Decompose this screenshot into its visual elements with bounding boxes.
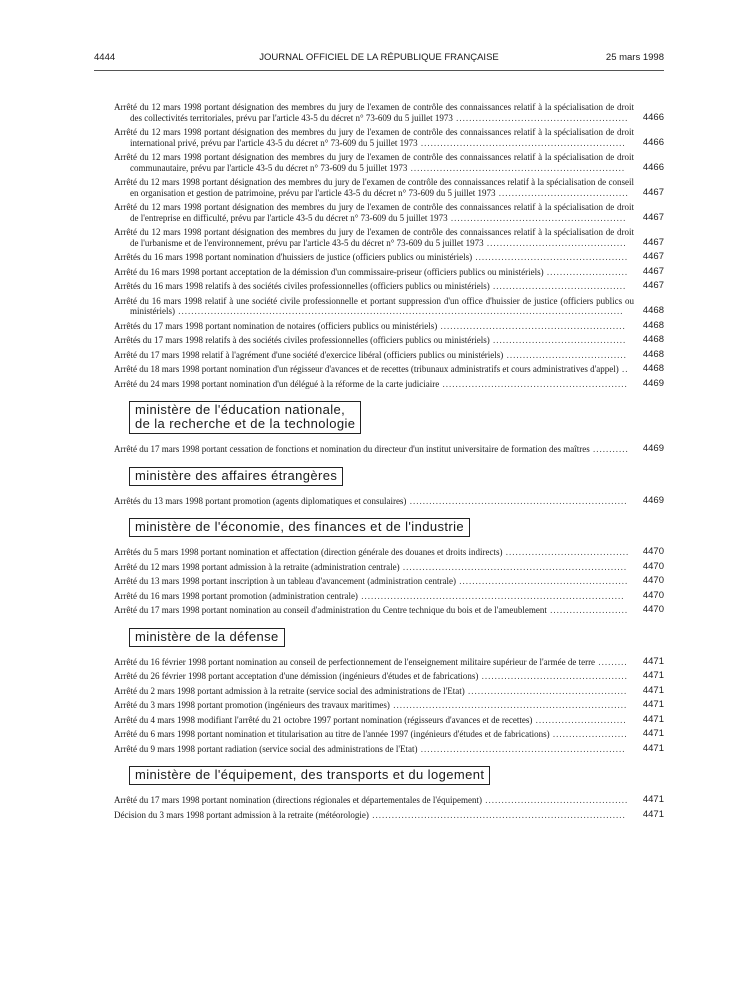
toc-entry-page: 4471 (642, 670, 664, 681)
toc-entry-page: 4467 (642, 280, 664, 291)
toc-entry-text: Arrêté du 12 mars 1998 portant désignation des membres du jury de l'examen de contrôle des connaissances relatif à la spécialisation de conseil en organisation et gestion de patrimoine, prévu par l'article 43-5 du décret n° 73-609 du 5 juillet 1973 (114, 177, 634, 198)
toc-entry[interactable] (94, 671, 664, 682)
toc-entry-text: Arrêtés du 17 mars 1998 portant nomination de notaires (officiers publics ou ministériels) (114, 320, 438, 331)
dot-leader: ......... (595, 656, 628, 667)
toc-entry[interactable] (94, 715, 664, 726)
ministry-section (94, 467, 664, 507)
toc-entry-page: 4467 (642, 251, 664, 262)
ministry-heading-line: ministère de la défense (135, 628, 279, 644)
ministry-heading-line: ministère de l'éducation nationale, (135, 402, 346, 417)
ministry-heading-line: de la recherche et de la technologie (135, 416, 356, 431)
toc-entry-text: Arrêté du 12 mars 1998 portant désignation des membres du jury de l'examen de contrôle des connaissances relatif à la spécialisation de droit international privé, prévu par l'article 43-5 du décret n° 73-609 du 5 juillet 1973 (114, 127, 634, 148)
toc-entry-page: 4471 (642, 728, 664, 739)
toc-entry-text: Arrêté du 16 mars 1998 portant acceptation de la démission d'un commissaire-priseur (officiers publics ou ministériels) (114, 266, 544, 277)
toc-entry[interactable] (94, 810, 664, 821)
toc-entry-page: 4469 (642, 494, 664, 506)
toc-entry[interactable] (94, 744, 664, 755)
ministry-heading (129, 766, 490, 785)
dot-leader: ............................................... (472, 252, 629, 262)
dot-leader: ..................................................... (452, 112, 629, 123)
toc-entry-page: 4467 (642, 265, 664, 277)
toc-entry-page: 4467 (642, 211, 664, 223)
dot-leader: ........... (589, 444, 629, 454)
toc-entry[interactable] (94, 321, 664, 332)
toc-entry-text: Arrêté du 12 mars 1998 portant désignation des membres du jury de l'examen de contrôle des connaissances relatif à la spécialisation de droit des collectivités territoriales, prévu par l'article 43-5 du décret n° 73-609 du 5 juillet 1973 (114, 102, 634, 123)
dot-leader: ......................................................................................................................................... (175, 306, 624, 316)
table-of-contents (94, 102, 664, 824)
ministry-heading (129, 467, 343, 486)
toc-entry-text: Arrêté du 17 mars 1998 portant nomination (directions régionales et départementales de l'équipement) (114, 795, 483, 805)
toc-entry[interactable] (94, 795, 664, 806)
toc-entry[interactable] (94, 335, 664, 346)
dot-leader: ........................ (546, 605, 629, 615)
toc-entry-page: 4466 (642, 136, 664, 148)
dot-leader: ............................ (532, 714, 627, 725)
toc-entry[interactable] (94, 562, 664, 573)
toc-entry-text: Arrêté du 17 mars 1998 relatif à l'agrément d'une société d'exercice libéral (officiers publics ou ministériels) (114, 349, 504, 360)
page-number: 4444 (94, 52, 116, 63)
toc-entry-text: Décision du 3 mars 1998 portant admission à la retraite (météorologie) (114, 809, 369, 820)
toc-entry-page: 4470 (642, 604, 664, 615)
dot-leader: ............................................................... (417, 137, 626, 148)
toc-entry-page: 4468 (642, 363, 664, 374)
toc-entry-text: Arrêté du 16 mars 1998 portant promotion (administration centrale) (114, 590, 358, 601)
dot-leader: ...................................................... (447, 212, 627, 223)
toc-entry-text: Arrêté du 12 mars 1998 portant désignation des membres du jury de l'examen de contrôle des connaissances relatif à la spécialisation de droit de l'urbanisme et de l'environnement, prévu par l'article 43-5 du décret n° 73-609 du 5 juillet 1973 (114, 227, 634, 248)
issue-date: 25 mars 1998 (605, 52, 664, 63)
toc-entry[interactable] (94, 379, 664, 390)
toc-entry-text: Arrêté du 12 mars 1998 portant désignation des membres du jury de l'examen de contrôle des connaissances relatif à la spécialisation de droit de l'entreprise en difficulté, prévu par l'article 43-5 du décret n° 73-609 du 5 juillet 1973 (114, 202, 634, 223)
toc-entry-text: Arrêtés du 5 mars 1998 portant nomination et affectation (direction générale des douanes et droits indirects) (114, 547, 503, 557)
ministry-section (94, 518, 664, 616)
header-rule (94, 70, 664, 71)
toc-entry-page: 4471 (642, 655, 664, 667)
toc-entry[interactable] (94, 686, 664, 697)
toc-entry-page: 4466 (642, 111, 664, 123)
journal-title: JOURNAL OFFICIEL DE LA RÉPUBLIQUE FRANÇAISE (259, 52, 499, 63)
toc-entry-text: Arrêté du 12 mars 1998 portant désignation des membres du jury de l'examen de contrôle des connaissances relatif à la spécialisation de droit communautaire, prévu par l'article 43-5 du décret n° 73-609 du 5 juillet 1973 (114, 152, 634, 173)
dot-leader: ................................................................................. (357, 590, 625, 601)
toc-entry-page: 4471 (642, 699, 664, 710)
dot-leader: ............................................. (478, 671, 628, 681)
dot-leader: ...................................... (502, 547, 630, 557)
dot-leader: ......................................................... (437, 320, 626, 331)
toc-entry-text: Arrêté du 18 mars 1998 portant nomination d'un régisseur d'avances et de recettes (tribunaux administratifs et cours administratives d'appel) (114, 364, 619, 374)
dot-leader: ......................................... (489, 335, 627, 345)
dot-leader: ..................................................................... (399, 561, 628, 572)
ministry-section (94, 766, 664, 820)
ministry-heading (129, 518, 470, 537)
toc-entry-text: Arrêté du 6 mars 1998 portant nomination et titularisation au titre de l'année 1997 (ingénieurs d'études et de fabrications) (114, 729, 550, 739)
dot-leader: .................................................................. (407, 162, 626, 173)
toc-entry[interactable] (94, 177, 664, 198)
page-header (94, 52, 664, 64)
toc-entry[interactable] (94, 364, 664, 375)
dot-leader: ........................................ (495, 187, 629, 198)
toc-entry-page: 4469 (642, 377, 664, 389)
dot-leader: ......................... (543, 266, 629, 277)
toc-entry[interactable] (94, 252, 664, 263)
toc-entry-page: 4469 (642, 443, 664, 454)
toc-entry-page: 4470 (642, 575, 664, 586)
toc-entry-page: 4471 (642, 713, 664, 725)
toc-entry-page: 4470 (642, 560, 664, 572)
toc-entry-text: Arrêté du 17 mars 1998 portant cessation de fonctions et nomination du directeur d'un institut universitaire de formation des maîtres (114, 444, 590, 454)
toc-entry-text: Arrêté du 12 mars 1998 portant admission à la retraite (administration centrale) (114, 561, 400, 572)
ministry-heading (129, 628, 285, 647)
toc-entry-text: Arrêté du 13 mars 1998 portant inscription à un tableau d'avancement (administration centrale) (114, 576, 457, 586)
toc-entry-text: Arrêté du 26 février 1998 portant acceptation d'une démission (ingénieurs d'études et de fabrications) (114, 671, 479, 681)
dot-leader: ......................................................... (439, 378, 628, 389)
dot-leader: ........................................... (483, 237, 627, 248)
toc-entry-text: Arrêté du 16 février 1998 portant nomination au conseil de perfectionnement de l'enseignement militaire supérieur de l'armée de terre (114, 656, 596, 667)
toc-entry-text: Arrêtés du 16 mars 1998 portant nomination d'huissiers de justice (officiers publics ou ministériels) (114, 252, 473, 262)
toc-entry[interactable] (94, 267, 664, 278)
toc-entry-page: 4467 (642, 236, 664, 248)
dot-leader: ................................................. (464, 685, 628, 696)
toc-entry-text: Arrêté du 2 mars 1998 portant admission à la retraite (service social des administrations de l'Etat) (114, 685, 465, 696)
toc-entry-page: 4468 (642, 319, 664, 331)
toc-entry-page: 4471 (642, 742, 664, 754)
dot-leader: ......................................... (489, 281, 627, 291)
ministry-section (94, 401, 664, 455)
toc-entry-page: 4470 (642, 546, 664, 557)
toc-entry[interactable] (94, 657, 664, 668)
toc-entry-text: Arrêté du 17 mars 1998 portant nomination au conseil d'administration du Centre technique du bois et de l'ameublement (114, 605, 547, 615)
ministry-heading-line: ministère des affaires étrangères (135, 467, 338, 483)
toc-entry-page: 4470 (642, 589, 664, 601)
dot-leader: ....................... (549, 729, 628, 739)
dot-leader: ................................................................... (406, 495, 628, 506)
toc-entry-page: 4471 (642, 794, 664, 805)
ministry-heading (129, 401, 361, 434)
toc-entry[interactable] (94, 350, 664, 361)
ministry-heading-line: ministère de l'économie, des finances et de l'industrie (135, 519, 465, 534)
toc-entry[interactable] (94, 444, 664, 455)
toc-entry-text: Arrêtés du 13 mars 1998 portant promotion (agents diplomatiques et consulaires) (114, 495, 407, 506)
ministry-section (94, 102, 664, 389)
toc-entry-page: 4471 (642, 808, 664, 820)
toc-entry-text: Arrêtés du 16 mars 1998 relatifs à des sociétés civiles professionnelles (officiers publics ou ministériels) (114, 281, 490, 291)
dot-leader: ............................................ (482, 795, 629, 805)
toc-entry[interactable] (94, 152, 664, 173)
toc-entry-page: 4468 (642, 334, 664, 345)
dot-leader: .. (618, 364, 629, 374)
toc-entry[interactable] (94, 700, 664, 711)
dot-leader: ............................................................... (417, 743, 626, 754)
toc-entry[interactable] (94, 547, 664, 558)
toc-entry[interactable] (94, 281, 664, 292)
toc-entry[interactable] (94, 296, 664, 317)
toc-entry-page: 4467 (642, 186, 664, 198)
toc-entry[interactable] (94, 729, 664, 740)
ministry-heading-line: ministère de l'équipement, des transports et du logement (135, 767, 485, 782)
toc-entry[interactable] (94, 102, 664, 123)
toc-entry[interactable] (94, 496, 664, 507)
toc-entry[interactable] (94, 127, 664, 148)
toc-entry[interactable] (94, 605, 664, 616)
toc-entry-text: Arrêté du 3 mars 1998 portant promotion (ingénieurs des travaux maritimes) (114, 700, 390, 710)
toc-entry[interactable] (94, 591, 664, 602)
toc-entry-text: Arrêté du 9 mars 1998 portant radiation (service social des administrations de l'Etat) (114, 743, 418, 754)
dot-leader: ..................................... (503, 349, 627, 360)
toc-entry[interactable] (94, 227, 664, 248)
toc-entry-text: Arrêtés du 17 mars 1998 relatifs à des sociétés civiles professionnelles (officiers publics ou ministériels) (114, 335, 490, 345)
toc-entry-text: Arrêté du 16 mars 1998 relatif à une société civile professionnelle et portant suppression d'un office d'huissier de justice (officiers publics ou ministériels) (114, 295, 634, 316)
dot-leader: .............................................................................. (368, 809, 626, 820)
toc-entry[interactable] (94, 202, 664, 223)
toc-entry-page: 4471 (642, 684, 664, 696)
toc-entry-page: 4468 (642, 305, 664, 316)
dot-leader: ........................................................................ (389, 700, 628, 710)
toc-entry-text: Arrêté du 4 mars 1998 modifiant l'arrêté du 21 octobre 1997 portant nomination (régisseurs d'avances et de recettes) (114, 714, 533, 725)
dot-leader: .................................................... (456, 576, 629, 586)
toc-entry-text: Arrêté du 24 mars 1998 portant nomination d'un délégué à la réforme de la carte judiciaire (114, 378, 440, 389)
toc-entry-page: 4468 (642, 348, 664, 360)
ministry-section (94, 628, 664, 755)
toc-entry[interactable] (94, 576, 664, 587)
toc-entry-page: 4466 (642, 161, 664, 173)
